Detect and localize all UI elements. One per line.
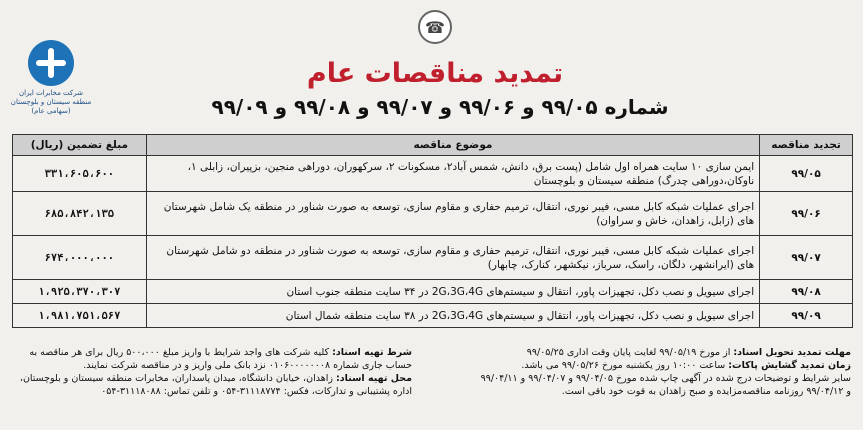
tender-amount: ۶۸۵،۸۴۲،۱۳۵ — [13, 192, 147, 236]
note-line: و ۹۹/۰۴/۱۲ روزنامه مناقصه‌مزایده و صبح زاهدان به قوت خود باقی است. — [561, 386, 851, 397]
header-tender-no: تجدید مناقصه — [760, 135, 853, 156]
page-title: تمدید مناقصات عام — [306, 58, 564, 89]
note-line: زمان تمدید گشایش پاکات: ساعت ۱۰:۰۰ روز یکشنبه مورخ ۹۹/۰۵/۲۶ می باشد. — [521, 360, 851, 371]
tender-amount: ۳۳۱،۶۰۵،۶۰۰ — [13, 156, 147, 192]
note-line: محل تهیه اسناد: زاهدان، خیابان دانشگاه، میدان پاسداران، مخابرات منطقه سیستان و بلوچستان، اداره پشتیبانی و تدارکات، فکس: ۳۱۱۱۸۷۷۴-۰۵۴ و تلفن تماس: ۳۱۱۱۸۰۸۸-۰۵۴ — [19, 373, 412, 397]
telecom-logo-icon — [28, 40, 74, 86]
note-line: مهلت تمدید تحویل اسناد: از مورخ ۹۹/۰۵/۱۹ لغایت پایان وقت اداری ۹۹/۰۵/۲۵ — [526, 347, 851, 358]
tender-numbers: شماره ۹۹/۰۵ و ۹۹/۰۶ و ۹۹/۰۷ و ۹۹/۰۸ و ۹۹/۰۹ — [211, 95, 669, 119]
table-row — [13, 236, 853, 280]
note-line: شرط تهیه اسناد: کلیه شرکت های واجد شرایط با واریز مبلغ ۵۰۰،۰۰۰ ریال برای هر مناقصه به حساب جاری شماره ۰۱۰۶۰۰۰۰۰۰۰۸ نزد بانک ملی واریز و در مناقصه شرکت نمایند. — [29, 347, 412, 371]
tender-no: ۹۹/۰۵ — [760, 156, 853, 192]
tender-amount: ۶۷۴،۰۰۰،۰۰۰ — [13, 236, 147, 280]
table-row — [13, 304, 853, 328]
document-notes — [12, 346, 412, 398]
tender-no: ۹۹/۰۶ — [760, 192, 853, 236]
deadline-notes — [416, 346, 851, 398]
tender-no: ۹۹/۰۸ — [760, 280, 853, 304]
header-amount: مبلغ تضمین (ریال) — [13, 135, 147, 156]
table-row — [13, 280, 853, 304]
logo-caption: شرکت مخابرات ایران منطقه سیستان و بلوچستان (سهامی عام) — [10, 89, 92, 115]
tender-amount: ۱،۹۸۱،۷۵۱،۵۶۷ — [13, 304, 147, 328]
table-row — [13, 192, 853, 236]
tender-no: ۹۹/۰۹ — [760, 304, 853, 328]
tender-subject: اجرای عملیات شبکه کابل مسی، فیبر نوری، انتقال، ترمیم حفاری و مقاوم سازی، توسعه به صورت شناور در منطقه یک شامل شهرستان های (زابل، زاهدان، خاش و سراوان) — [146, 192, 759, 236]
tenders-table — [12, 134, 853, 328]
company-logo — [10, 40, 92, 116]
tender-amount: ۱،۹۲۵،۳۷۰،۳۰۷ — [13, 280, 147, 304]
tender-no: ۹۹/۰۷ — [760, 236, 853, 280]
table-header-row — [13, 135, 853, 156]
phone-icon: ☎ — [418, 10, 452, 44]
header-subject: موضوع مناقصه — [146, 135, 759, 156]
note-line: سایر شرایط و توضیحات درج شده در آگهی چاپ شده مورخ ۹۹/۰۴/۰۵ و ۹۹/۰۴/۰۷ و ۹۹/۰۴/۱۱ — [480, 373, 851, 384]
tender-subject: ایمن سازی ۱۰ سایت همراه اول شامل (پست برق، دانش، شمس آباد۲، مسکونات ۲، سرکهوران، دوراهی منجین، بزپیران، زابلی ۱، ناوکان،دوراهی چدرگ) منطقه سیستان و بلوچستان — [146, 156, 759, 192]
tender-subject: اجرای عملیات شبکه کابل مسی، فیبر نوری، انتقال، ترمیم حفاری و مقاوم سازی، توسعه به صورت شناور در منطقه دو شامل شهرستان های (ایرانشهر، دلگان، راسک، سرباز، نیکشهر، کنارک، چابهار) — [146, 236, 759, 280]
table-row — [13, 156, 853, 192]
tender-subject: اجرای سیویل و نصب دکل، تجهیزات پاور، انتقال و سیستم‌های 2G،3G،4G در ۳۸ سایت منطقه شمال استان — [146, 304, 759, 328]
tender-subject: اجرای سیویل و نصب دکل، تجهیزات پاور، انتقال و سیستم‌های 2G،3G،4G در ۳۴ سایت منطقه جنوب استان — [146, 280, 759, 304]
